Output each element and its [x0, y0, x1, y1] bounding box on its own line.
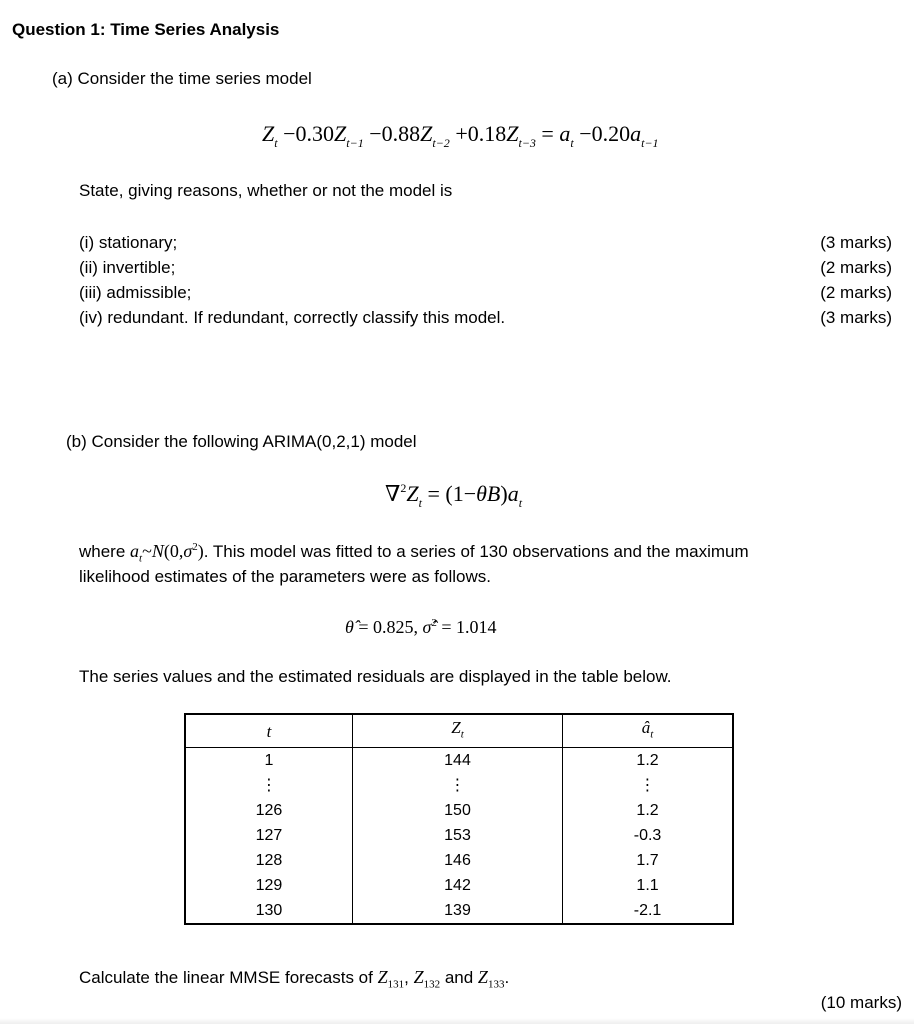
part-a-instruction: State, giving reasons, whether or not the model is — [79, 181, 453, 200]
table-row — [185, 873, 733, 898]
table-cell: 150 — [352, 798, 562, 823]
table-cell: -0.3 — [563, 823, 733, 848]
table-cell: 1.2 — [563, 748, 733, 774]
table-header-row — [185, 714, 733, 748]
table-cell: 1.1 — [563, 873, 733, 898]
table-row — [185, 898, 733, 924]
table-cell: 144 — [352, 748, 562, 774]
table-row — [185, 798, 733, 823]
table-cell: 153 — [352, 823, 562, 848]
table-cell: 130 — [185, 898, 352, 924]
table-cell: 127 — [185, 823, 352, 848]
marks-redundant: (3 marks) — [820, 308, 892, 327]
table-cell: 126 — [185, 798, 352, 823]
table-row — [185, 823, 733, 848]
part-a-intro: (a) Consider the time series model — [52, 69, 312, 88]
table-cell: -2.1 — [563, 898, 733, 924]
item-stationary: (i) stationary; — [79, 233, 178, 252]
table-row — [185, 773, 733, 798]
time-series-equation: $Z_t -0.30Z_{t-1} -0.88Z_{t-2} +0.18Z_{t-3} = a_t -0.20a_{t-1}$ — [262, 121, 659, 150]
marks-stationary: (3 marks) — [820, 233, 892, 252]
estimates-equation: θ̂ = 0.825, σ̂$^2$ = 1.014 — [345, 617, 497, 637]
part-b-intro: (b) Consider the following ARIMA(0,2,1) model — [66, 432, 417, 451]
forecast-question: Calculate the linear MMSE forecasts of $Z_{131}$, $Z_{132}$ and $Z_{133}$. — [79, 967, 510, 991]
table-row — [185, 748, 733, 774]
table-cell: 1 — [185, 748, 352, 774]
arima-equation: $\nabla^2Z_t = (1-\theta B)a_t$ — [385, 481, 523, 510]
table-cell: 139 — [352, 898, 562, 924]
item-admissible: (iii) admissible; — [79, 283, 192, 302]
question-title: Question 1: Time Series Analysis — [12, 20, 280, 39]
table-cell: 1.7 — [563, 848, 733, 873]
header-z: $Z_t$ — [352, 714, 562, 748]
table-intro: The series values and the estimated residuals are displayed in the table below. — [79, 667, 672, 686]
table-cell: 129 — [185, 873, 352, 898]
header-a-hat: $â_t$ — [563, 714, 733, 748]
table-cell: ⋮ — [185, 773, 352, 798]
table-cell: 146 — [352, 848, 562, 873]
table-cell: 1.2 — [563, 798, 733, 823]
table-cell: ⋮ — [352, 773, 562, 798]
residuals-table — [184, 713, 734, 925]
marks-admissible: (2 marks) — [820, 283, 892, 302]
header-t: t — [185, 714, 352, 748]
item-invertible: (ii) invertible; — [79, 258, 176, 277]
part-b-text-line2: likelihood estimates of the parameters were as follows. — [79, 567, 491, 586]
item-redundant: (iv) redundant. If redundant, correctly classify this model. — [79, 308, 506, 327]
part-b-text-line1: where $a_t\sim N(0,\sigma^2)$. This model was fitted to a series of 130 observations and the maximum — [79, 541, 749, 565]
table-cell: 142 — [352, 873, 562, 898]
table-cell: 128 — [185, 848, 352, 873]
table-row — [185, 848, 733, 873]
table-cell: ⋮ — [563, 773, 733, 798]
marks-invertible: (2 marks) — [820, 258, 892, 277]
marks-part-b: (10 marks) — [820, 993, 902, 1012]
page-edge-shadow — [0, 1018, 914, 1024]
